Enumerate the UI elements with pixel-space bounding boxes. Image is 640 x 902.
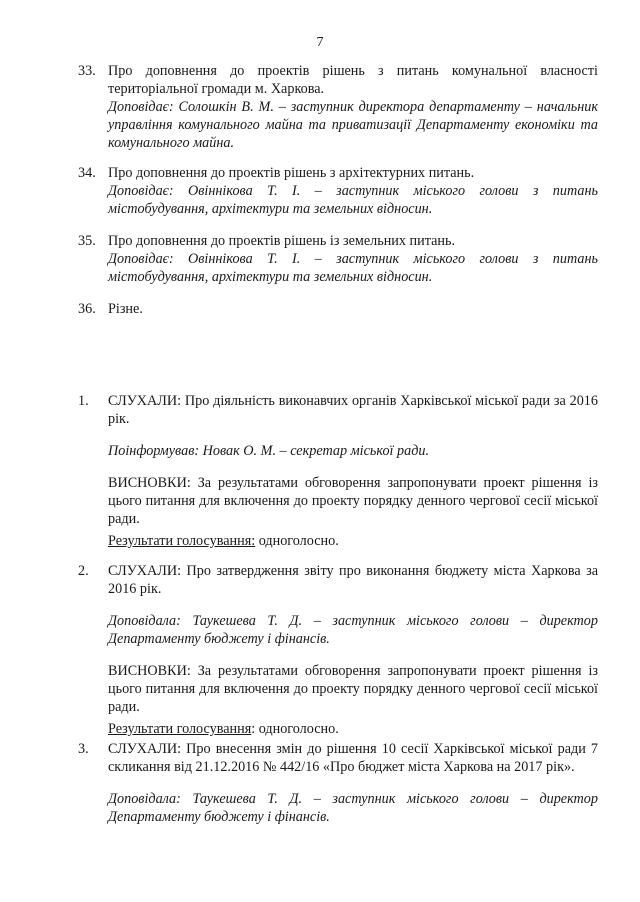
minute-item-3 (78, 740, 598, 826)
minute-conclusion: ВИСНОВКИ: За результатами обговорення запропонувати проект рішення із цього питання для включення до проекту порядку денного чергової сесії міської ради. (108, 475, 598, 527)
agenda-item-34 (78, 164, 598, 218)
minute-speaker: Доповідала: Таукешева Т. Д. – заступник міського голови – директор Департаменту бюджету і фінансів. (108, 791, 598, 825)
minute-heard: СЛУХАЛИ: Про внесення змін до рішення 10 сесії Харківської міської ради 7 скликання від 21.12.2016 № 442/16 «Про бюджет міста Харкова на 2017 рік». (108, 741, 598, 775)
minute-item-2 (78, 562, 598, 738)
minute-vote (108, 532, 598, 550)
minute-heard: СЛУХАЛИ: Про діяльність виконавчих органів Харківської міської ради за 2016 рік. (108, 393, 598, 427)
agenda-item-36 (78, 300, 598, 318)
agenda-speaker: Доповідає: Овіннікова Т. І. – заступник міського голови з питань містобудування, архітектури та земельних відносин. (108, 251, 598, 285)
agenda-speaker: Доповідає: Овіннікова Т. І. – заступник міського голови з питань містобудування, архітектури та земельних відносин. (108, 183, 598, 217)
minute-number: 2. (78, 563, 89, 579)
agenda-title: Про доповнення до проектів рішень з архітектурних питань. (108, 165, 475, 181)
agenda-number: 35. (78, 233, 96, 249)
minute-vote (108, 720, 598, 738)
agenda-title: Різне. (108, 301, 143, 317)
agenda-number: 34. (78, 165, 96, 181)
vote-label: Результати голосування: (108, 533, 256, 549)
agenda-number: 36. (78, 301, 96, 317)
vote-value: : одноголосно. (251, 721, 339, 737)
agenda-title: Про доповнення до проектів рішень із земельних питань. (108, 233, 456, 249)
vote-value: одноголосно. (255, 533, 339, 549)
agenda-title: Про доповнення до проектів рішень з питань комунальної власності територіальної громади м. Харкова. (108, 63, 598, 97)
agenda-speaker: Доповідає: Солошкін В. М. – заступник директора департаменту – начальник управління комунального майна та приватизації Департаменту економіки та комунального майна. (108, 99, 598, 151)
minute-speaker: Поінформував: Новак О. М. – секретар міської ради. (108, 443, 430, 459)
vote-label: Результати голосування (108, 721, 252, 737)
minute-heard: СЛУХАЛИ: Про затвердження звіту про виконання бюджету міста Харкова за 2016 рік. (108, 563, 598, 597)
agenda-item-35 (78, 232, 598, 286)
minute-conclusion: ВИСНОВКИ: За результатами обговорення запропонувати проект рішення із цього питання для включення до проекту порядку денного чергової сесії міської ради. (108, 663, 598, 715)
minute-speaker: Доповідала: Таукешева Т. Д. – заступник міського голови – директор Департаменту бюджету і фінансів. (108, 613, 598, 647)
minute-number: 3. (78, 741, 89, 757)
page-number: 7 (316, 35, 324, 50)
minute-number: 1. (78, 393, 89, 409)
agenda-number: 33. (78, 63, 96, 79)
agenda-item-33 (78, 62, 598, 152)
minute-item-1 (78, 392, 598, 550)
